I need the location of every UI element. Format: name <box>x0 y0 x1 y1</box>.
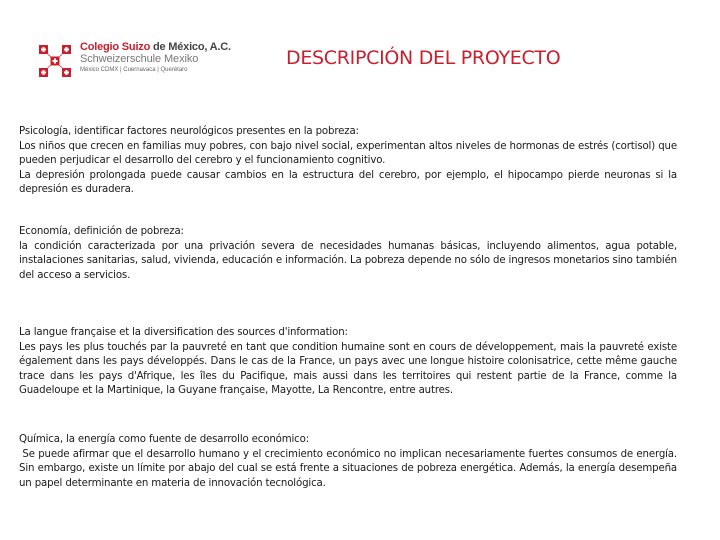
section-paragraph: la condición caracterizada por una privación severa de necesidades humanas básicas, incluyendo alimentos, agua potable, instalaciones sanitarias, salud, vivienda, educación e información. La pobreza depende no sólo de ingresos monetarios sino también del acceso a servicios. <box>19 240 677 281</box>
school-logo <box>38 40 238 84</box>
logo-locations: México CDMX | Cuernavaca | Querétaro <box>80 67 188 73</box>
section-economics <box>19 225 677 283</box>
section-chemistry <box>19 433 681 491</box>
section-heading: La langue française et la diversification des sources d'information: <box>19 327 348 338</box>
section-heading: Química, la energía como fuente de desarrollo económico: <box>19 434 309 445</box>
section-paragraph: Les pays les plus touchés par la pauvreté en tant que condition humaine sont en cours de développement, mais la pauvreté existe également dans les pays développés. Dans le cas de la France, un pays avec une longue histoire colonisatrice, cette même gauche trace dans les pays d'Afrique, les îles du Pacifique, mais aussi dans les territoires qui restent partie de la France, comme la Guadeloupe et la Martinique, la Guyane française, Mayotte, La Rencontre, entre autres. <box>19 341 677 396</box>
logo-cross-icon <box>38 42 72 80</box>
section-paragraph: La depresión prolongada puede causar cambios en la estructura del cerebro, por ejemplo, el hipocampo pierde neuronas si la depresión es duradera. <box>19 169 677 195</box>
page-title: DESCRIPCIÓN DEL PROYECTO <box>286 47 561 69</box>
logo-school-name: Colegio Suizo de México, A.C. <box>80 41 231 53</box>
section-french <box>19 326 677 399</box>
section-heading: Economía, definición de pobreza: <box>19 226 184 237</box>
section-psychology <box>19 125 677 198</box>
section-heading: Psicología, identificar factores neurológicos presentes en la pobreza: <box>19 126 359 137</box>
section-paragraph: Se puede afirmar que el desarrollo humano y el crecimiento económico no implican necesariamente fuertes consumos de energía. Sin embargo, existe un límite por abajo del cual se está frente a situaciones de pobreza energética. Además, la energía desempeña un papel determinante en materia de innovación tecnológica. <box>19 448 681 489</box>
logo-subtitle: Schweizerschule Mexiko <box>80 53 199 65</box>
section-paragraph: Los niños que crecen en familias muy pobres, con bajo nivel social, experimentan altos niveles de hormonas de estrés (cortisol) que pueden perjudicar el desarrollo del cerebro y el funcionamiento cognitivo. <box>19 140 677 166</box>
